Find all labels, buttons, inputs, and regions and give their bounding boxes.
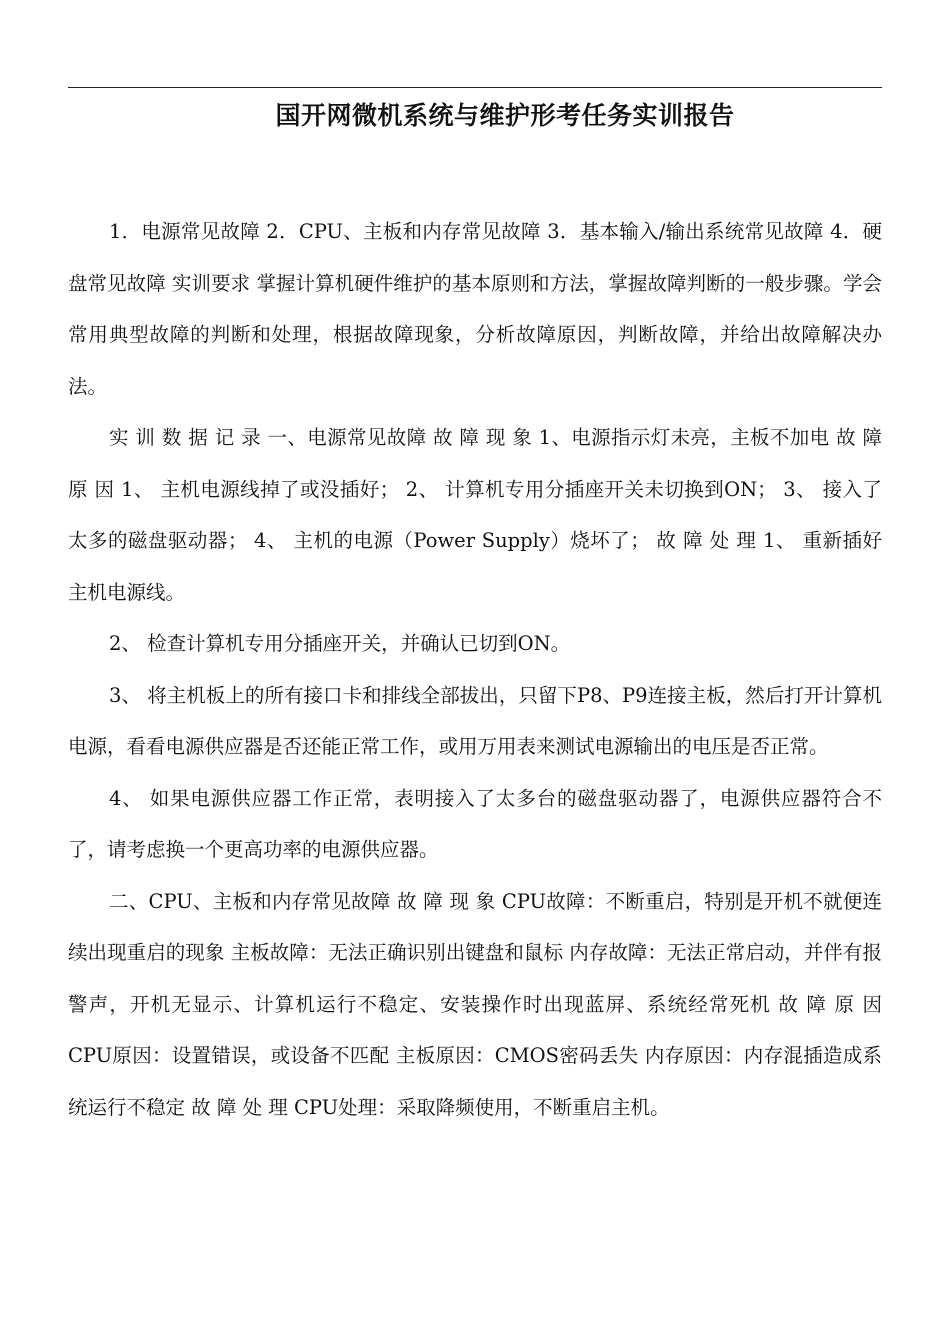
paragraph-step-2: 2、 检查计算机专用分插座开关，并确认已切到ON。 [109, 632, 571, 655]
paragraph-intro: 1．电源常见故障 2．CPU、主板和内存常见故障 3．基本输入/输出系统常见故障 4．硬盘常见故障 实训要求 掌握计算机硬件维护的基本原则和方法，掌握故障判断的一般步骤。学会常用典型故障的判断和处理，根据故障现象，分析故障原因，判断故障，并给出故障解决办法。 [68, 220, 882, 398]
paragraph-cpu-board-memory: 二、CPU、主板和内存常见故障 故 障 现 象 CPU故障：不断重启，特别是开机不就便连续出现重启的现象 主板故障：无法正确识别出键盘和鼠标 内存故障：无法正常启动，并伴有报警声，开机无显示、计算机运行不稳定、安装操作时出现蓝屏、系统经常死机 故 障 原 因 CPU原因：设置错误，或设备不匹配 主板原因：CMOS密码丢失 内存原因：内存混插造成系统运行不稳定 故 障 处 理 CPU处理：采取降频使用，不断重启主机。 [68, 889, 882, 1119]
paragraph-step-3: 3、 将主机板上的所有接口卡和排线全部拔出，只留下P8、P9连接主板，然后打开计算机电源，看看电源供应器是否还能正常工作，或用万用表来测试电源输出的电压是否正常。 [68, 683, 882, 758]
document-body [68, 206, 882, 1133]
paragraph-power-faults: 实 训 数 据 记 录 一、电源常见故障 故 障 现 象 1、电源指示灯未亮，主板不加电 故 障 原 因 1、 主机电源线掉了或没插好； 2、 计算机专用分插座开关未切换到ON； 3、 接入了太多的磁盘驱动器； 4、 主机的电源（Power Supply）烧坏了； 故 障 处 理 1、 重新插好主机电源线。 [68, 426, 882, 604]
paragraph-step-4: 4、 如果电源供应器工作正常，表明接入了太多台的磁盘驱动器了，电源供应器符合不了，请考虑换一个更高功率的电源供应器。 [68, 786, 882, 861]
header-rule [68, 87, 882, 88]
document-title: 国开网微机系统与维护形考任务实训报告 [275, 101, 735, 130]
